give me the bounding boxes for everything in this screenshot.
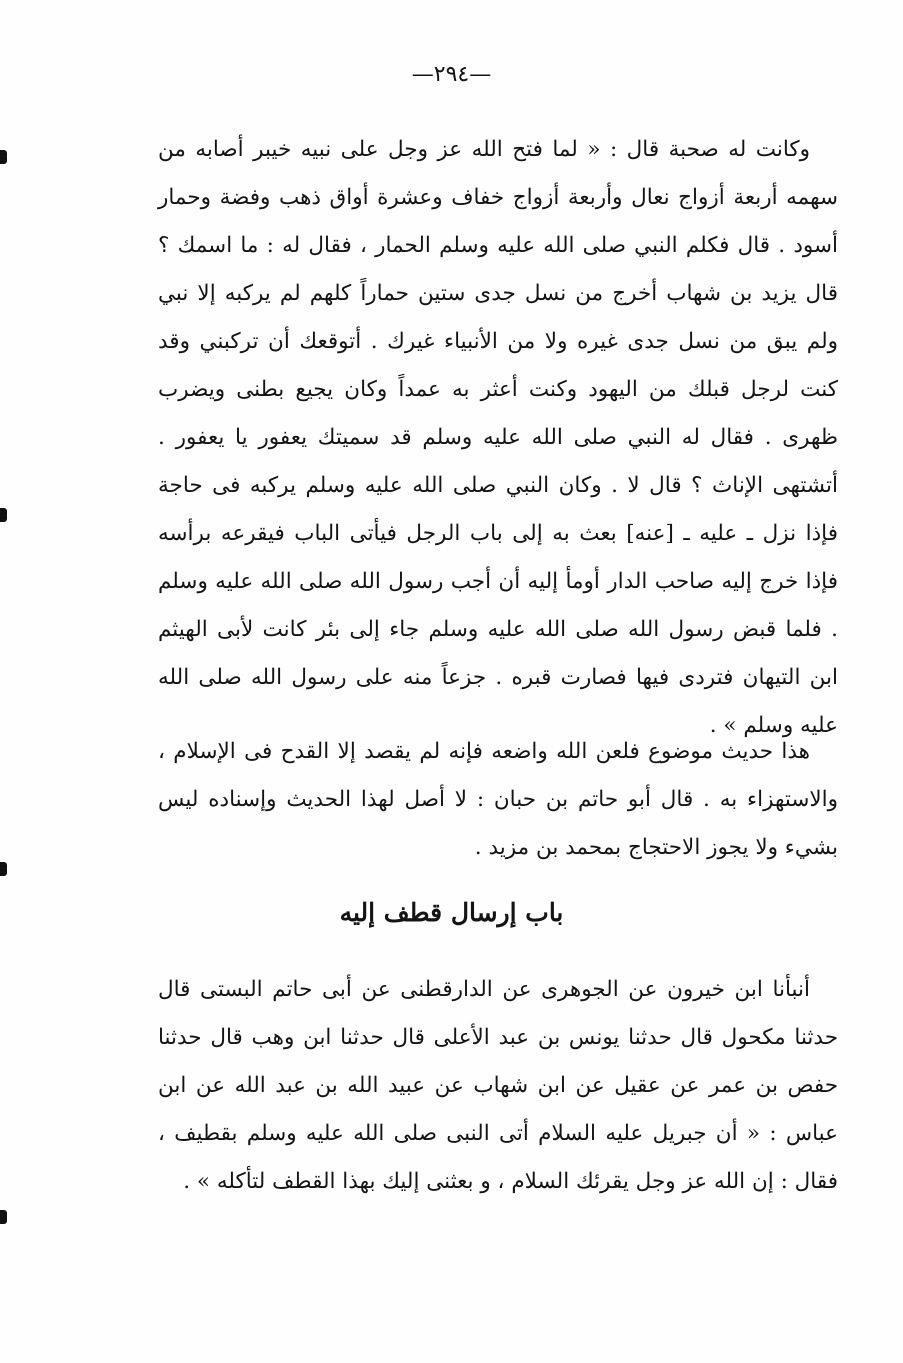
commentary-block	[158, 728, 838, 872]
commentary-paragraph: هذا حديث موضوع فلعن الله واضعه فإنه لم يقصد إلا القدح فى الإسلام ، والاستهزاء به . قال أبو حاتم بن حبان : لا أصل لهذا الحديث وإسناده ليس بشيء ولا يجوز الاحتجاج بمحمد بن مزيد .	[158, 739, 838, 860]
chapter-heading: باب إرسال قطف إليه	[339, 898, 564, 927]
margin-mark	[0, 508, 7, 522]
margin-mark	[0, 862, 7, 876]
margin-mark	[0, 1210, 7, 1224]
chapter-paragraph: أنبأنا ابن خيرون عن الجوهرى عن الدارقطنى عن أبى حاتم البستى قال حدثنا مكحول قال حدثنا يونس بن عبد الأعلى قال حدثنا ابن وهب قال حدثنا حفص بن عمر عن عقيل عن ابن شهاب عن عبيد الله بن عبد الله عن ابن عباس : « أن جبريل عليه السلام أتى النبى صلى الله عليه وسلم بقطيف ، فقال : إن الله عز وجل يقرئك السلام ، و بعثنى إليك بهذا القطف لتأكله » .	[158, 977, 838, 1194]
chapter-block	[158, 966, 838, 1206]
margin-mark	[0, 150, 7, 164]
page-number: —٢٩٤—	[411, 62, 492, 87]
narration-paragraph: وكانت له صحبة قال : « لما فتح الله عز وجل على نبيه خيبر أصابه من سهمه أربعة أزواج نعال وأربعة أزواج خفاف وعشرة أواق ذهب وفضة وحمار أسود . قال فكلم النبي صلى الله عليه وسلم الحمار ، فقال له : ما اسمك ؟ قال يزيد بن شهاب أخرج من نسل جدى ستين حماراً كلهم لم يركبه إلا نبي ولم يبق من نسل جدى غيره ولا من الأنبياء غيرك . أتوقعك أن تركبني وقد كنت لرجل قبلك من اليهود وكنت أعثر به عمداً وكان يجيع بطنى ويضرب ظهرى . فقال له النبي صلى الله عليه وسلم قد سميتك يعفور يا يعفور . أتشتهى الإناث ؟ قال لا . وكان النبي صلى الله عليه وسلم يركبه فى حاجة فإذا نزل ـ عليه ـ [عنه] بعث به إلى باب الرجل فيأتى الباب فيقرعه برأسه فإذا خرج إليه صاحب الدار أومأ إليه أن أجب رسول الله صلى الله عليه وسلم . فلما قبض رسول الله صلى الله عليه وسلم جاء إلى بئر كانت لأبى الهيثم ابن التيهان فتردى فيها فصارت قبره . جزعاً منه على رسول الله صلى الله عليه وسلم » .	[158, 137, 838, 738]
narration-block	[158, 126, 838, 750]
